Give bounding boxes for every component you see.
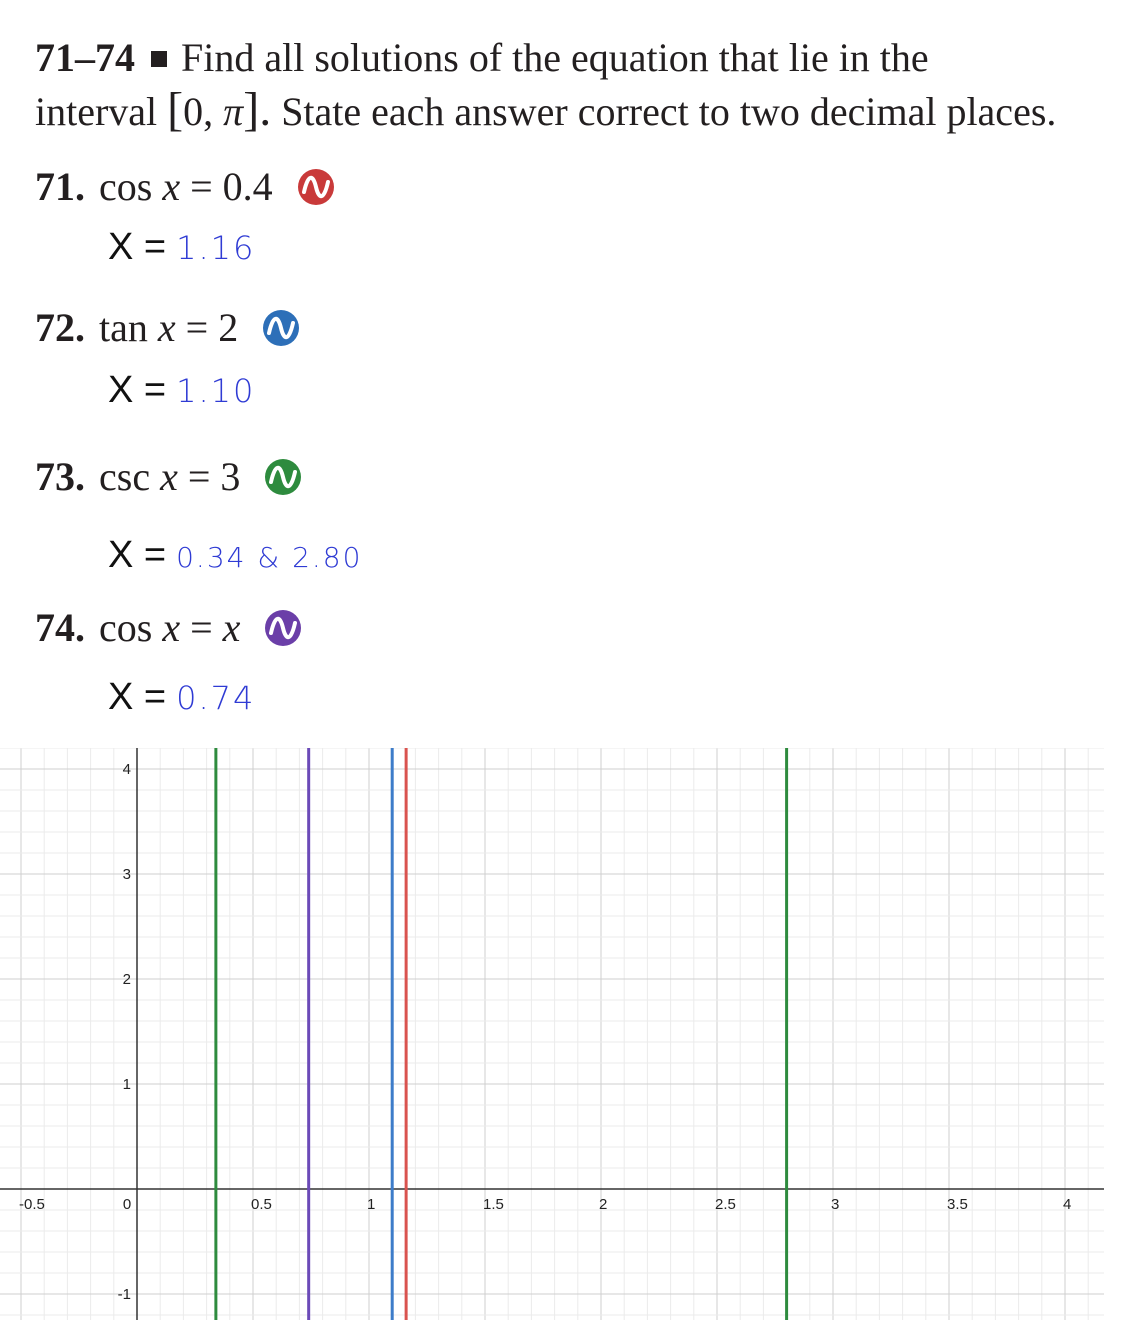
variable: x [162,605,181,650]
x-tick-label: 4 [1063,1196,1072,1213]
interval-open-bracket: [ [167,83,184,136]
y-tick-label: 4 [122,761,131,778]
x-tick-label: -0.5 [19,1196,45,1213]
answer-label: X = [108,226,167,268]
rhs-variable: x [222,605,241,650]
y-tick-label: 2 [122,971,131,988]
answer-value: 0.74 [176,679,256,717]
square-bullet-icon [151,51,167,67]
y-tick-label: -1 [117,1286,131,1303]
y-tick-label: 3 [122,866,131,883]
x-tick-label: 0.5 [251,1196,272,1213]
problem-number: 73. [35,454,85,499]
graph-canvas[interactable] [0,748,1136,1320]
problem-number: 72. [35,305,85,350]
interval-lower: 0, [183,89,214,134]
problem-74 [35,604,302,657]
problem-73 [35,453,302,506]
function-name: cos [99,164,153,209]
desmos-wave-icon[interactable] [264,458,302,506]
instructions-text-1: Find all solutions of the equation that lie in the [181,35,929,80]
answer-value: 0.34 & 2.80 [176,541,363,574]
equation-rhs: = 0.4 [190,164,273,209]
variable: x [160,454,178,499]
problem-range: 71–74 [35,35,135,80]
desmos-wave-icon[interactable] [262,309,300,357]
desmos-wave-icon[interactable] [297,168,335,216]
equation-rhs: = 3 [187,454,241,499]
x-tick-label: 1.5 [483,1196,504,1213]
x-tick-label: 2 [599,1196,608,1213]
instructions-line-1 [35,34,929,81]
answer-71 [108,226,255,269]
interval-close-bracket: ]. [243,83,272,136]
instructions-text-2: interval [35,89,158,134]
answer-72 [108,369,255,412]
variable: x [157,305,176,350]
equation-rhs: = [190,605,213,650]
variable: x [162,164,181,209]
function-name: cos [99,605,153,650]
function-name: csc [99,454,151,499]
problem-72 [35,304,300,357]
interval-upper: π [223,89,244,134]
x-tick-label: 2.5 [715,1196,736,1213]
problem-71 [35,163,335,216]
x-tick-label: 0 [122,1196,132,1213]
x-tick-label: 3.5 [947,1196,968,1213]
x-tick-label: 3 [831,1196,840,1213]
answer-73 [108,534,362,577]
answer-74 [108,676,255,719]
y-tick-label: 1 [122,1076,131,1093]
answer-label: X = [108,534,167,576]
answer-value: 1.10 [176,372,256,410]
instructions-line-2 [35,83,1057,136]
desmos-wave-icon[interactable] [264,609,302,657]
problem-number: 71. [35,164,85,209]
answer-value: 1.16 [176,229,256,267]
x-tick-label: 1 [367,1196,376,1213]
problem-number: 74. [35,605,85,650]
equation-rhs: = 2 [185,305,239,350]
instructions-text-3: State each answer correct to two decimal places. [281,89,1057,134]
answer-label: X = [108,369,167,411]
function-name: tan [99,305,148,350]
answer-label: X = [108,676,167,718]
